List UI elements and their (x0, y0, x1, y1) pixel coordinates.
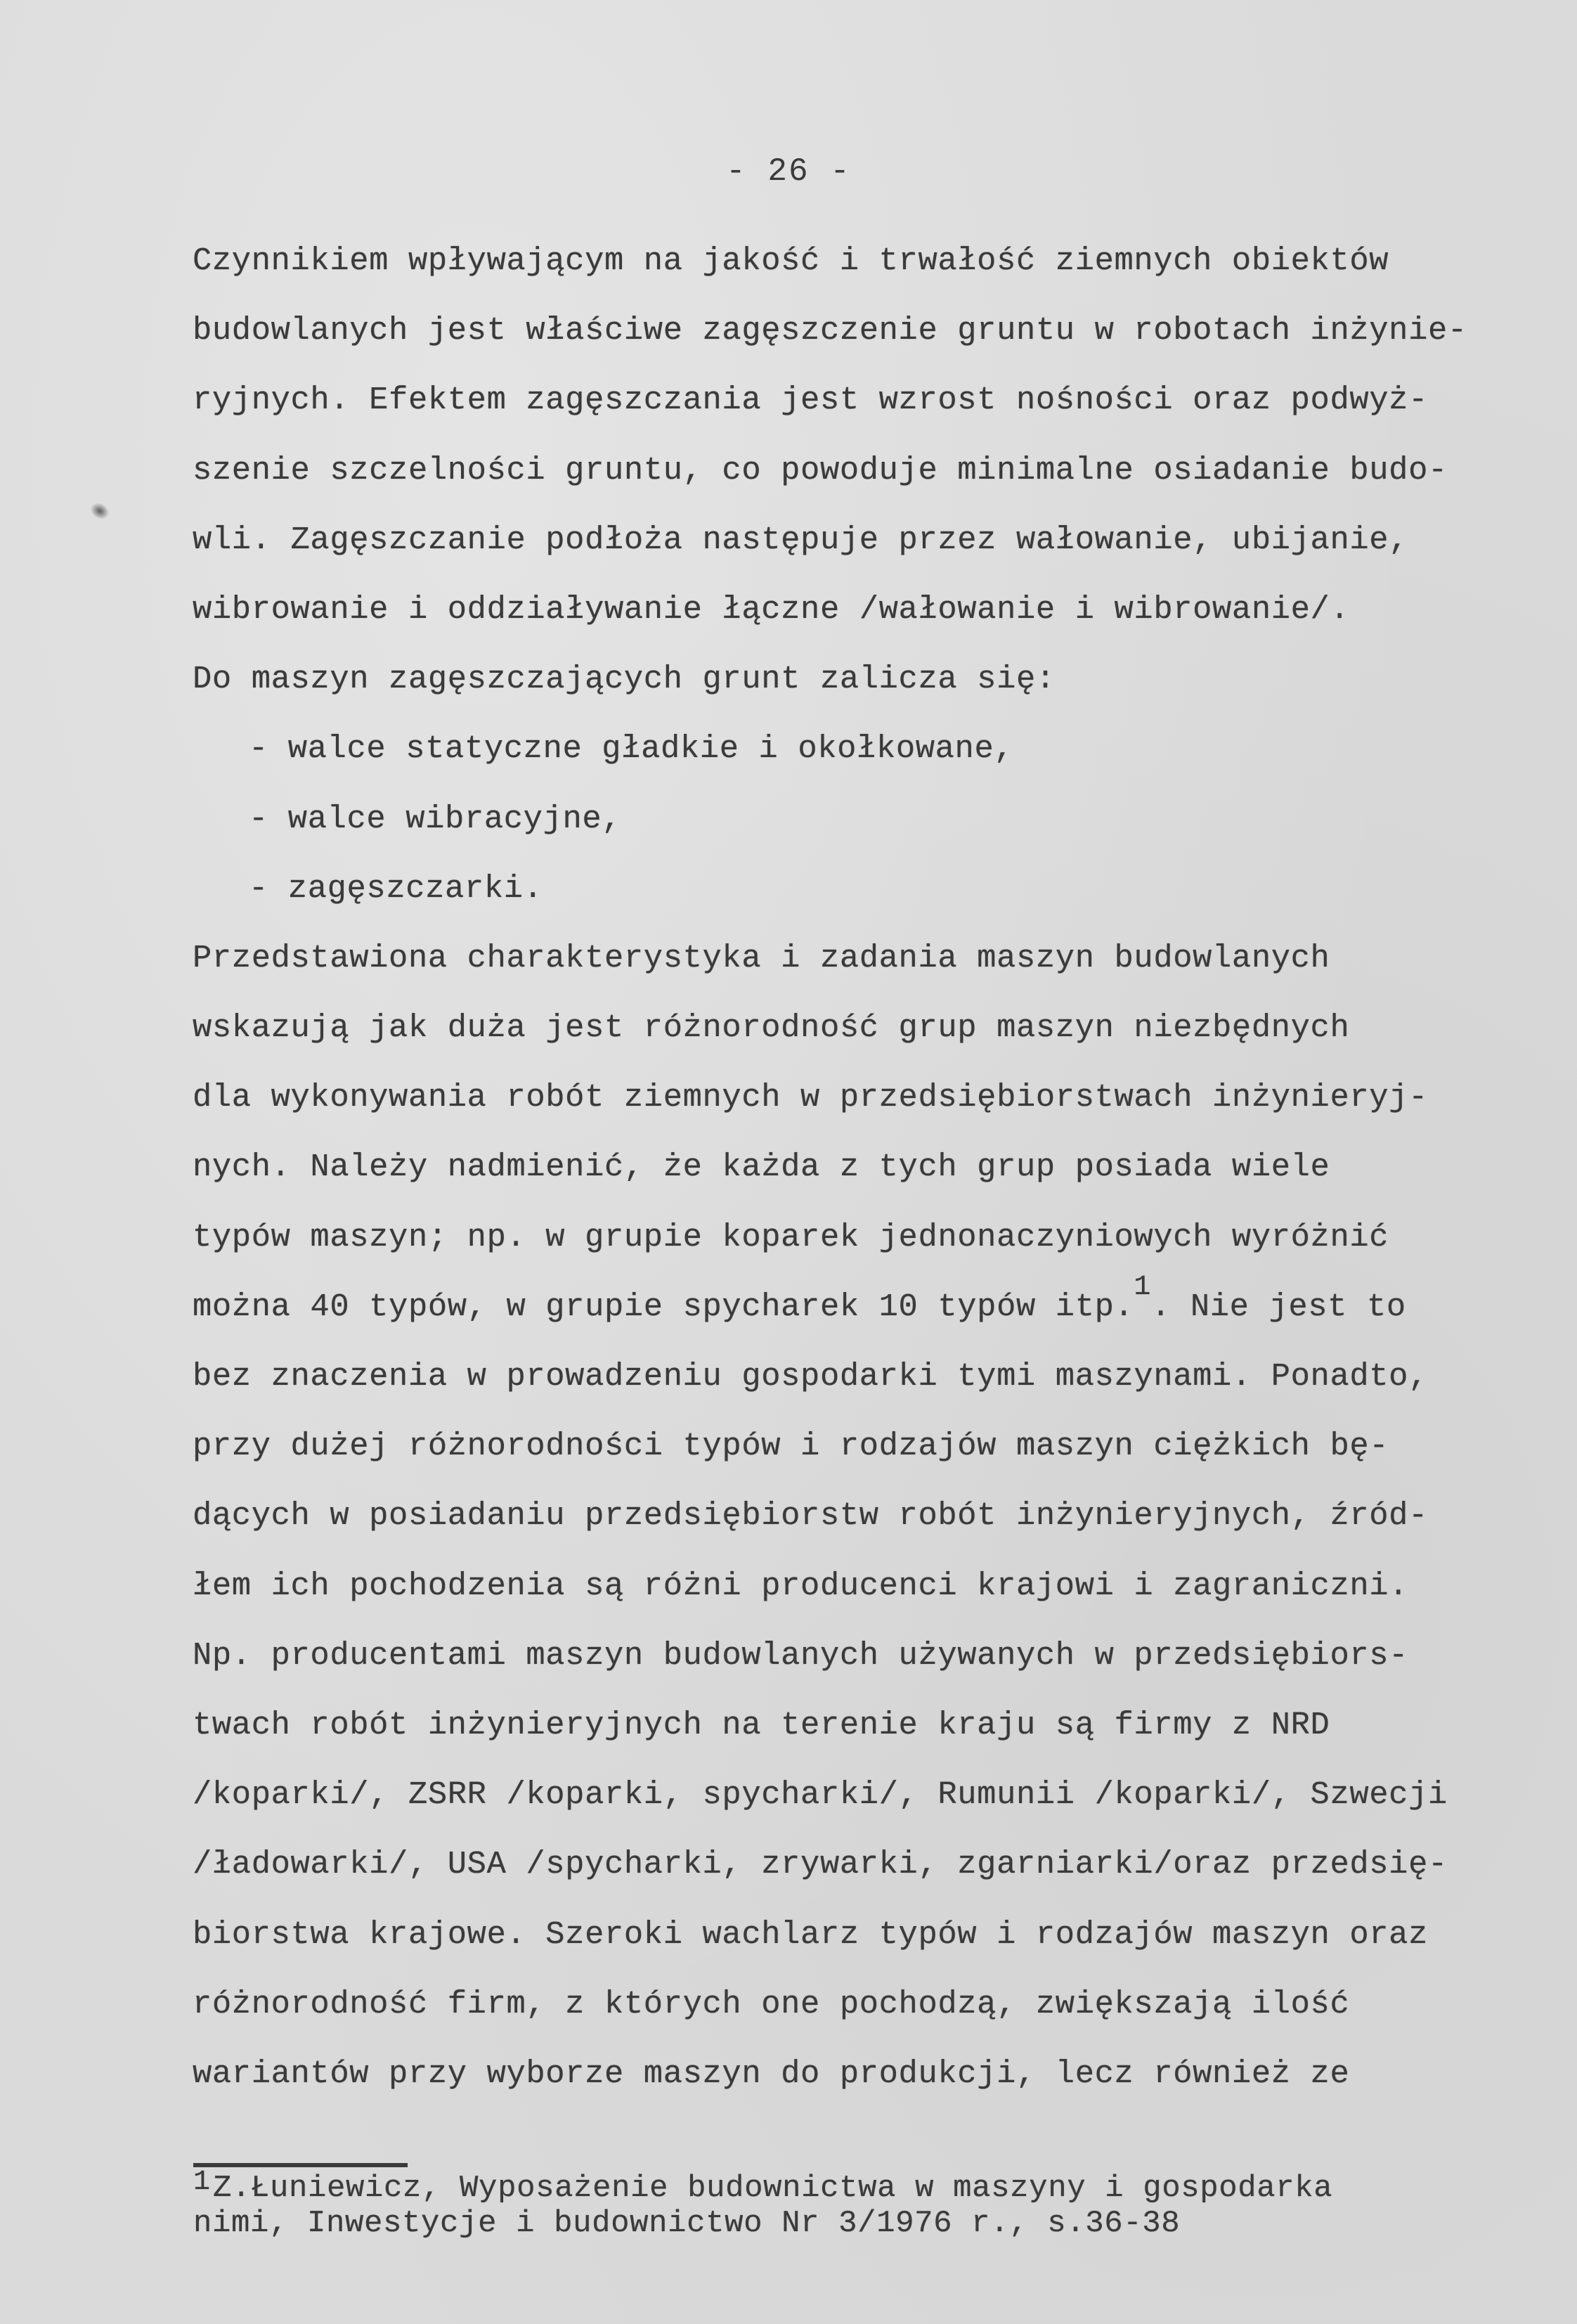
body-line: szenie szczelności gruntu, co powoduje minimalne osiadanie budo- (193, 451, 1448, 489)
body-line: bez znaczenia w prowadzeniu gospodarki tymi maszynami. Ponadto, (193, 1358, 1428, 1395)
body-line: Do maszyn zagęszczających grunt zalicza się: (193, 661, 1056, 698)
body-line: łem ich pochodzenia są różni producenci krajowi i zagraniczni. (193, 1567, 1409, 1604)
body-line: Przedstawiona charakterystyka i zadania maszyn budowlanych (193, 939, 1330, 976)
body-text (193, 226, 1570, 2109)
footnote-marker: 1 (193, 2167, 211, 2198)
body-line: twach robót inżynieryjnych na terenie kraju są firmy z NRD (193, 1706, 1330, 1743)
body-line: dących w posiadaniu przedsiębiorstw robót inżynieryjnych, źród- (193, 1497, 1428, 1535)
body-line: wariantów przy wyborze maszyn do produkcji, lecz również ze (193, 2055, 1350, 2092)
body-line: typów maszyn; np. w grupie koparek jednonaczyniowych wyróżnić (193, 1218, 1389, 1255)
body-text-segment: . Nie jest to (1151, 1288, 1406, 1325)
body-line: wli. Zagęszczanie podłoża następuje przez wałowanie, ubijanie, (193, 521, 1409, 558)
footnote-divider (193, 2163, 408, 2167)
list-item: - zagęszczarki. (249, 870, 543, 907)
footnote-line: Z.Łuniewicz, Wyposażenie budownictwa w maszyny i gospodarka (213, 2171, 1333, 2206)
body-line: różnorodność firm, z których one pochodzą, zwiększają ilość (193, 1985, 1350, 2022)
footnote (193, 2167, 1333, 2241)
body-line: /ładowarki/, USA /spycharki, zrywarki, zgarniarki/oraz przedsię- (193, 1846, 1448, 1883)
footnote-reference[interactable]: 1 (1134, 1271, 1152, 1303)
body-line: wibrowanie i oddziaływanie łączne /wałowanie i wibrowanie/. (193, 590, 1350, 628)
body-text-segment: można 40 typów, w grupie spycharek 10 typów itp. (193, 1288, 1134, 1325)
list-item: - walce wibracyjne, (249, 800, 622, 837)
ink-smudge (87, 499, 112, 522)
body-line: budowlanych jest właściwe zagęszczenie gruntu w robotach inżynie- (193, 312, 1467, 349)
body-line: /koparki/, ZSRR /koparki, spycharki/, Rumunii /koparki/, Szwecji (193, 1776, 1448, 1814)
list-item: - walce statyczne gładkie i okołkowane, (249, 730, 1014, 768)
body-line: nych. Należy nadmienić, że każda z tych grup posiada wiele (193, 1149, 1330, 1186)
body-line: ryjnych. Efektem zagęszczania jest wzrost nośności oraz podwyż- (193, 382, 1428, 419)
body-line: Np. producentami maszyn budowlanych używanych w przedsiębiors- (193, 1637, 1409, 1674)
body-line: wskazują jak duża jest różnorodność grup maszyn niezbędnych (193, 1009, 1350, 1047)
body-line-with-footnote-ref (193, 1272, 1570, 1342)
body-line: przy dużej różnorodności typów i rodzajów maszyn ciężkich bę- (193, 1428, 1389, 1465)
body-line: Czynnikiem wpływającym na jakość i trwałość ziemnych obiektów (193, 243, 1389, 279)
body-line: biorstwa krajowe. Szeroki wachlarz typów i rodzajów maszyn oraz (193, 1916, 1428, 1953)
page-number: - 26 - (726, 153, 851, 190)
body-line: dla wykonywania robót ziemnych w przedsiębiorstwach inżynieryj- (193, 1079, 1428, 1116)
footnote-line: nimi, Inwestycje i budownictwo Nr 3/1976 r., s.36-38 (193, 2206, 1181, 2241)
